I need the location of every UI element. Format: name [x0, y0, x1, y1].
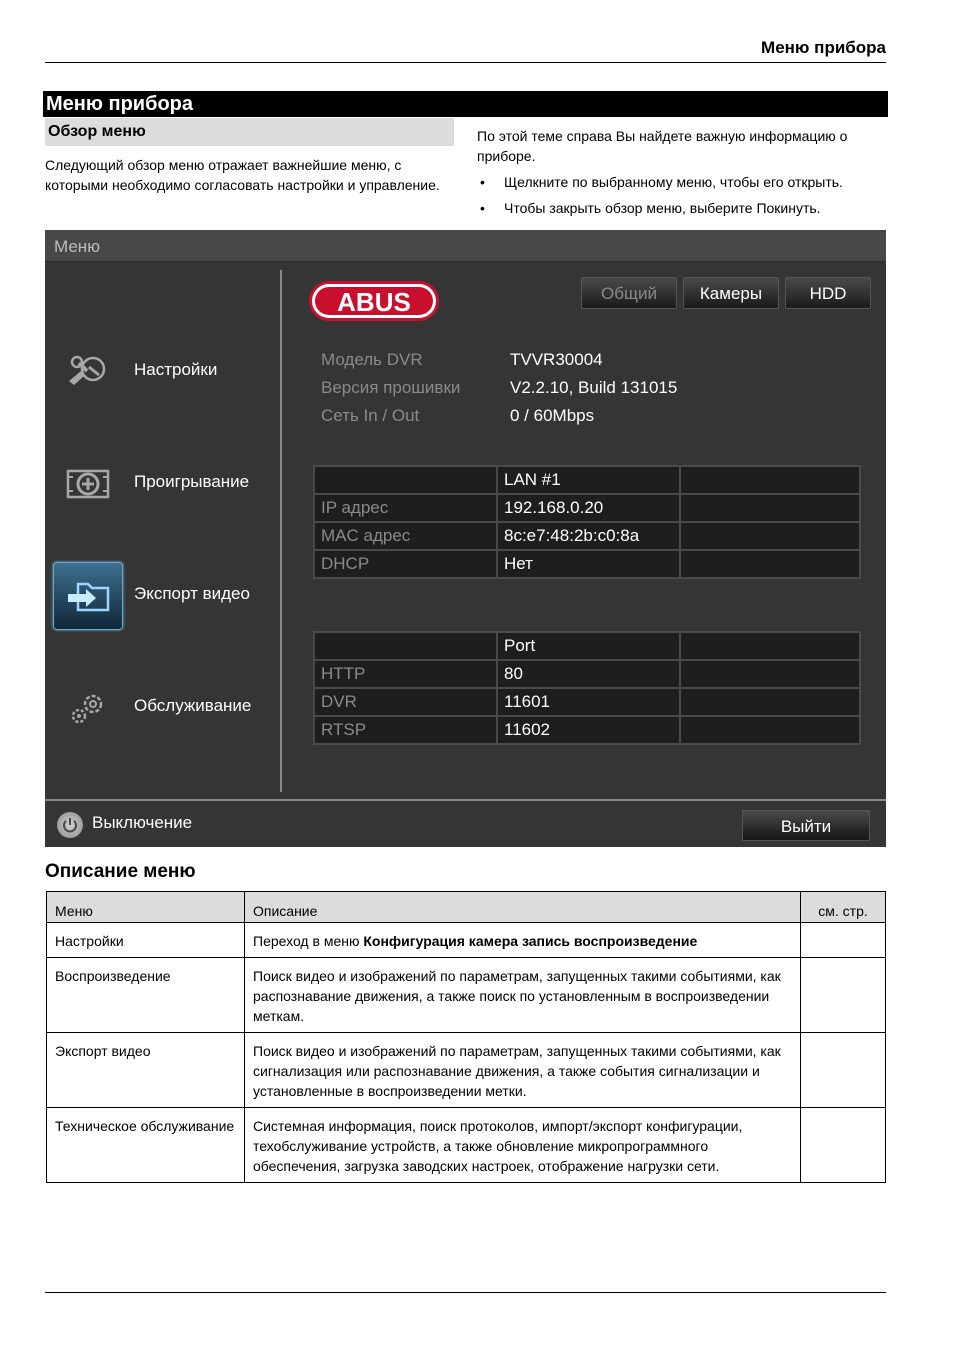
row-description-bold: Конфигурация камера запись воспроизведение [363, 933, 698, 949]
running-header-title: Меню прибора [761, 38, 886, 57]
table-row [47, 923, 886, 958]
info-value-firmware: V2.2.10, Build 131015 [510, 378, 678, 397]
row-description: Системная информация, поиск протоколов, импорт/экспорт конфигурации, техобслуживание устройств, а также обновление микропрограммного обеспечения, загрузка заводских настроек, отображение нагрузки сети. [245, 1108, 801, 1183]
abus-logo [309, 281, 439, 321]
bullet-item: • Щелкните по выбранному меню, чтобы его открыть. [477, 172, 897, 192]
dvr-window-title: Меню [45, 230, 886, 262]
tab-general[interactable]: Общий [581, 277, 677, 309]
port-label-http: HTTP [314, 660, 497, 688]
lan-value-dhcp: Нет [497, 550, 680, 578]
table-cell [680, 494, 860, 522]
nav-item-playback[interactable] [53, 450, 283, 518]
port-label-rtsp: RTSP [314, 716, 497, 744]
column-header-description: Описание [245, 892, 801, 923]
exit-button[interactable]: Выйти [742, 810, 870, 841]
table-row [314, 494, 860, 522]
lan-value-ip: 192.168.0.20 [497, 494, 680, 522]
footer-rule [45, 1292, 886, 1293]
lan-value-mac: 8c:e7:48:2b:c0:8a [497, 522, 680, 550]
table-row [47, 1108, 886, 1183]
table-row [47, 1033, 886, 1108]
lan-label-dhcp: DHCP [314, 550, 497, 578]
tools-icon [53, 338, 123, 406]
header-rule [45, 62, 886, 63]
row-description: Поиск видео и изображений по параметрам, запущенных такими событиями, как сигнализация или распознавание движения, а также события сигнализации и установленные в воспроизведении метки. [245, 1033, 801, 1108]
column-header-menu: Меню [47, 892, 245, 923]
lan-table [313, 465, 861, 579]
description-title: Описание меню [45, 861, 196, 882]
svg-text:ABUS: ABUS [337, 287, 411, 317]
info-value-network: 0 / 60Mbps [510, 406, 595, 425]
row-menu: Настройки [47, 923, 245, 958]
table-row [314, 716, 860, 744]
intro-help-text: По этой теме справа Вы найдете важную информацию о приборе. [477, 128, 848, 164]
nav-item-maintenance[interactable] [53, 674, 283, 742]
table-cell [680, 716, 860, 744]
tab-cameras[interactable]: Камеры [683, 277, 779, 309]
column-header-page: см. стр. [801, 892, 886, 923]
power-icon[interactable] [57, 812, 83, 838]
nav-label-maintenance: Обслуживание [134, 696, 252, 715]
table-cell [680, 550, 860, 578]
row-page [801, 923, 886, 958]
info-label-firmware: Версия прошивки [321, 378, 461, 397]
subsection-title: Обзор меню [45, 118, 454, 146]
lan-label-mac: MAC адрес [314, 522, 497, 550]
port-label-dvr: DVR [314, 688, 497, 716]
info-label-model: Модель DVR [321, 350, 423, 369]
port-table [313, 631, 861, 745]
table-row [47, 958, 886, 1033]
row-page [801, 1033, 886, 1108]
lan-label-ip: IP адрес [314, 494, 497, 522]
row-page [801, 958, 886, 1033]
intro-text: Следующий обзор меню отражает важнейшие меню, с которыми необходимо согласовать настройки и управление. [45, 157, 440, 193]
port-header: Port [497, 632, 680, 660]
table-cell [314, 466, 497, 494]
table-cell [680, 660, 860, 688]
row-description-prefix: Переход в меню [253, 933, 364, 949]
table-row [314, 466, 860, 494]
table-row [314, 550, 860, 578]
menu-description-table [46, 891, 886, 1183]
row-description [245, 923, 801, 958]
table-row [314, 632, 860, 660]
table-header-row [47, 892, 886, 923]
nav-item-settings[interactable] [53, 338, 283, 406]
dvr-menu-screenshot [45, 230, 886, 847]
row-menu: Техническое обслуживание [47, 1108, 245, 1183]
help-bullets [477, 172, 897, 224]
row-menu: Экспорт видео [47, 1033, 245, 1108]
info-label-network: Сеть In / Out [321, 406, 420, 425]
row-menu: Воспроизведение [47, 958, 245, 1033]
table-cell [680, 688, 860, 716]
section-title: Меню прибора [43, 91, 888, 117]
nav-label-playback: Проигрывание [134, 472, 250, 491]
table-row [314, 660, 860, 688]
row-description: Поиск видео и изображений по параметрам, запущенных такими событиями, как распознавание движения, а также поиск по установленным в воспроизведении меткам. [245, 958, 801, 1033]
table-cell [680, 466, 860, 494]
port-value-rtsp: 11602 [497, 716, 680, 744]
table-row [314, 522, 860, 550]
row-page [801, 1108, 886, 1183]
tab-hdd[interactable]: HDD [785, 277, 871, 309]
shutdown-label[interactable]: Выключение [92, 813, 193, 832]
lan-header: LAN #1 [497, 466, 680, 494]
playback-icon [53, 450, 123, 518]
nav-item-video-export[interactable] [53, 562, 283, 630]
port-value-dvr: 11601 [497, 688, 680, 716]
export-icon [53, 562, 123, 630]
table-cell [680, 632, 860, 660]
port-value-http: 80 [497, 660, 680, 688]
table-cell [314, 632, 497, 660]
nav-label-video-export: Экспорт видео [134, 584, 250, 603]
table-row [314, 688, 860, 716]
gears-icon [53, 674, 123, 742]
table-cell [680, 522, 860, 550]
bullet-item: • Чтобы закрыть обзор меню, выберите Покинуть. [477, 198, 897, 218]
footer-divider [45, 799, 886, 801]
nav-divider [280, 270, 282, 792]
info-value-model: TVVR30004 [510, 350, 603, 369]
nav-label-settings: Настройки [134, 360, 218, 379]
